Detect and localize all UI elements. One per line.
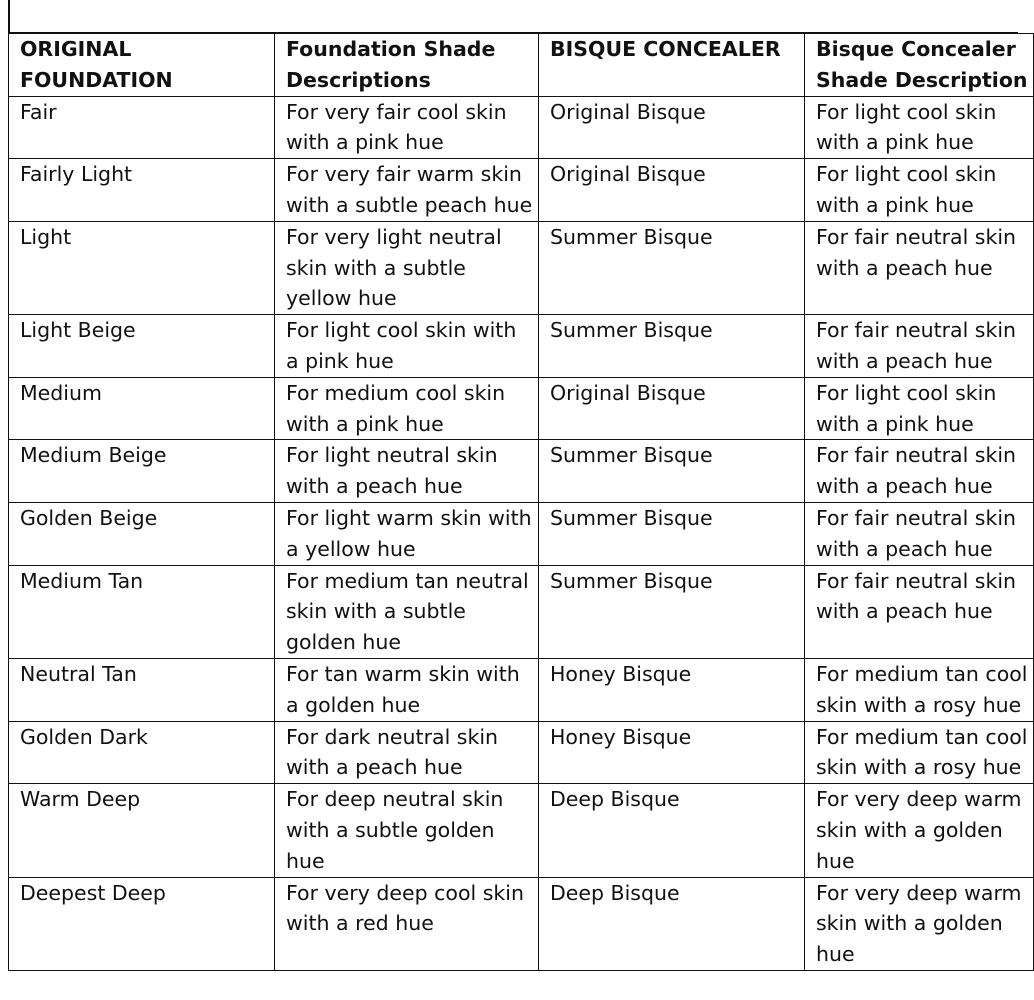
cell-concealer-description bbox=[805, 565, 1034, 658]
table-row bbox=[9, 784, 1034, 877]
cell-foundation-description: For medium cool skin with a pink hue bbox=[275, 377, 539, 440]
cell-foundation: Deepest Deep bbox=[9, 877, 275, 970]
cell-foundation: Medium bbox=[9, 377, 275, 440]
cell-concealer: Summer Bisque bbox=[539, 565, 805, 658]
cell-concealer: Deep Bisque bbox=[539, 784, 805, 877]
cell-concealer-description-text: For very deep warm skin with a golden hue bbox=[816, 880, 1022, 967]
cell-foundation: Warm Deep bbox=[9, 784, 275, 877]
shade-table bbox=[8, 33, 1034, 971]
cell-foundation-description: For very fair warm skin with a subtle peach hue bbox=[275, 159, 539, 222]
cell-concealer-description bbox=[805, 159, 1034, 222]
cell-concealer: Deep Bisque bbox=[539, 877, 805, 970]
table-row bbox=[9, 565, 1034, 658]
cell-foundation: Light Beige bbox=[9, 315, 275, 378]
cell-concealer-description bbox=[805, 721, 1034, 784]
cell-concealer-description bbox=[805, 377, 1034, 440]
header-bisque-concealer-shade-description bbox=[805, 34, 1034, 97]
cell-concealer-description-text: For medium tan cool skin with a rosy hue bbox=[816, 661, 1028, 717]
cell-concealer-description-text: For medium tan cool skin with a rosy hue bbox=[816, 724, 1028, 780]
cell-concealer-description-text: For very deep warm skin with a golden hue bbox=[816, 787, 1022, 873]
cell-concealer-description bbox=[805, 877, 1034, 970]
cell-foundation: Light bbox=[9, 221, 275, 314]
cell-foundation-description: For dark neutral skin with a peach hue bbox=[275, 721, 539, 784]
cell-foundation: Golden Dark bbox=[9, 721, 275, 784]
table-row bbox=[9, 377, 1034, 440]
header-original-foundation: ORIGINAL FOUNDATION bbox=[9, 34, 275, 97]
cell-concealer-description-text: For light cool skin with a pink hue bbox=[816, 99, 997, 155]
table-header-row bbox=[9, 34, 1034, 97]
cell-concealer: Summer Bisque bbox=[539, 221, 805, 314]
cell-concealer-description bbox=[805, 96, 1034, 159]
table-row bbox=[9, 440, 1034, 503]
cell-concealer: Honey Bisque bbox=[539, 721, 805, 784]
table-row bbox=[9, 221, 1034, 314]
cell-concealer-description-text: For fair neutral skin with a peach hue bbox=[816, 224, 1017, 280]
cell-foundation-description: For very light neutral skin with a subtle yellow hue bbox=[275, 221, 539, 314]
table-top-strip bbox=[8, 0, 1018, 34]
table-row bbox=[9, 877, 1034, 970]
cell-concealer-description-text: For fair neutral skin with a peach hue bbox=[816, 443, 1017, 499]
cell-concealer-description-text: For light cool skin with a pink hue bbox=[816, 380, 997, 436]
cell-concealer-description bbox=[805, 315, 1034, 378]
cell-foundation-description: For very fair cool skin with a pink hue bbox=[275, 96, 539, 159]
cell-concealer-description bbox=[805, 440, 1034, 503]
cell-foundation: Medium Beige bbox=[9, 440, 275, 503]
cell-concealer: Original Bisque bbox=[539, 377, 805, 440]
cell-concealer: Summer Bisque bbox=[539, 315, 805, 378]
header-bisque-concealer-shade-description-text: Bisque Concealer Shade Description bbox=[816, 37, 1028, 92]
cell-concealer: Honey Bisque bbox=[539, 658, 805, 721]
cell-concealer-description-text: For fair neutral skin with a peach hue bbox=[816, 568, 1017, 624]
cell-foundation-description: For light neutral skin with a peach hue bbox=[275, 440, 539, 503]
cell-foundation-description: For medium tan neutral skin with a subtle golden hue bbox=[275, 565, 539, 658]
cell-concealer: Original Bisque bbox=[539, 96, 805, 159]
cell-foundation-description: For light warm skin with a yellow hue bbox=[275, 502, 539, 565]
table-row bbox=[9, 96, 1034, 159]
table-row bbox=[9, 658, 1034, 721]
cell-concealer-description bbox=[805, 221, 1034, 314]
table-row bbox=[9, 502, 1034, 565]
cell-foundation: Fairly Light bbox=[9, 159, 275, 222]
cell-concealer: Summer Bisque bbox=[539, 440, 805, 503]
cell-foundation-description: For deep neutral skin with a subtle golden hue bbox=[275, 784, 539, 877]
cell-foundation-description: For tan warm skin with a golden hue bbox=[275, 658, 539, 721]
table-row bbox=[9, 315, 1034, 378]
cell-foundation-description: For light cool skin with a pink hue bbox=[275, 315, 539, 378]
cell-foundation: Medium Tan bbox=[9, 565, 275, 658]
table-row bbox=[9, 159, 1034, 222]
cell-foundation: Golden Beige bbox=[9, 502, 275, 565]
cell-concealer-description bbox=[805, 502, 1034, 565]
header-foundation-shade-descriptions: Foundation Shade Descriptions bbox=[275, 34, 539, 97]
header-bisque-concealer: BISQUE CONCEALER bbox=[539, 34, 805, 97]
cell-concealer-description bbox=[805, 784, 1034, 877]
cell-concealer: Summer Bisque bbox=[539, 502, 805, 565]
cell-concealer-description-text: For light cool skin with a pink hue bbox=[816, 162, 997, 217]
cell-concealer-description-text: For fair neutral skin with a peach hue bbox=[816, 318, 1017, 373]
table-row bbox=[9, 721, 1034, 784]
cell-concealer-description bbox=[805, 658, 1034, 721]
cell-foundation: Fair bbox=[9, 96, 275, 159]
cell-foundation-description: For very deep cool skin with a red hue bbox=[275, 877, 539, 970]
cell-concealer: Original Bisque bbox=[539, 159, 805, 222]
cell-concealer-description-text: For fair neutral skin with a peach hue bbox=[816, 505, 1017, 561]
cell-foundation: Neutral Tan bbox=[9, 658, 275, 721]
